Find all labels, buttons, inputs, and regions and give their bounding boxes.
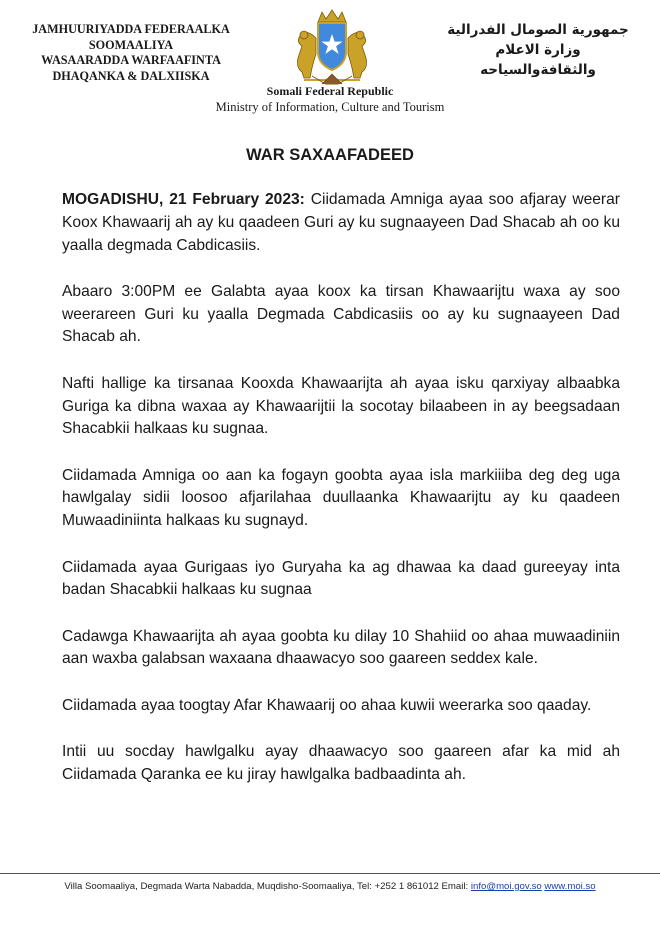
paragraph xyxy=(62,557,620,603)
letterhead-arabic-line: وزارة الاعلام xyxy=(495,42,581,58)
paragraph xyxy=(62,281,620,349)
ministry-name: Ministry of Information, Culture and Tourism xyxy=(215,100,445,114)
paragraph-text: Cadawga Khawaarijta ah ayaa goobta ku dilay 10 Shahiid oo ahaa muwaadiniin aan waxba galabsan waxaana dhaawacyo soo gaareen seddex kale. xyxy=(62,627,620,668)
email-link[interactable]: info@moi.gov.so xyxy=(470,881,542,892)
footer-address: Villa Soomaaliya, Degmada Warta Nabadda, Muqdisho-Soomaaliya, Tel: +252 1 861012 Email: xyxy=(64,881,471,892)
letterhead-arabic-line: والثقافةوالسياحه xyxy=(480,62,596,78)
letterhead-somali-line: DHAQANKA & DALXIISKA xyxy=(52,68,210,83)
paragraph-text: Abaaro 3:00PM ee Galabta ayaa koox ka tirsan Khawaarijtu waxa ay soo weerareen Guri ku yaalla Degmada Cabdicasiis oo ay ku sugnaayeen Dad Shacab ah. xyxy=(62,282,620,346)
paragraph-text: Ciidamada Amniga ayaa soo afjaray weerar Koox Khawaarij ah ay ku qaadeen Guri ay ku sugnaayeen Dad Shacab ah oo ku yaalla degmada Cabdicasiis. xyxy=(62,191,620,254)
paragraph xyxy=(62,373,620,441)
country-name: Somali Federal Republic xyxy=(266,84,394,98)
document-title: WAR SAXAAFADEED xyxy=(246,146,414,164)
paragraph-text: Ciidamada ayaa Gurigaas iyo Guryaha ka ag dhawaa ka daad gureeyay inta badan Shacabkii halkaas ku sugnaa xyxy=(62,558,620,599)
letterhead-somali xyxy=(22,22,240,84)
letterhead-somali-line: SOOMAALIYA xyxy=(88,37,174,52)
paragraph xyxy=(62,695,620,718)
paragraph-text: Ciidamada Amniga oo aan ka fogayn goobta ayaa isla markiiiba deg deg uga hawlgalay sidii loosoo afjarilahaa duullaanka Khawaarijtu ay ku qaadeen Muwaadiniinta halkaas ku sugnayd. xyxy=(62,466,620,530)
paragraph-text: Ciidamada ayaa toogtay Afar Khawaarij oo ahaa kuwii weerarka soo qaaday. xyxy=(62,696,592,714)
letterhead-somali-line: JAMHUURIYADDA FEDERAALKA xyxy=(32,22,230,36)
paragraph-text: Intii uu socday hawlgalku ayay dhaawacyo soo gaareen afar ka mid ah Ciidamada Qaranka ee ku jiray hawlgalka badbaadinta ah. xyxy=(62,743,620,783)
dateline: MOGADISHU, 21 February 2023: xyxy=(62,191,305,208)
letterhead-somali-line: WASAARADDA WARFAAFINTA xyxy=(41,53,221,67)
footer xyxy=(0,881,660,892)
paragraph xyxy=(62,189,620,257)
paragraph-text: Nafti hallige ka tirsanaa Kooxda Khawaarijta ah ayaa isku qarxiyay albaabka Guriga ka dibna waxaa ay Khawaarijtii la socotay bilaabeen in ay beegsadaan Shacabkii halkaas ku sugnaa. xyxy=(62,374,620,438)
somalia-coat-of-arms-icon xyxy=(282,8,382,86)
press-release-body xyxy=(62,189,620,810)
letterhead-arabic xyxy=(438,20,638,80)
footer-divider xyxy=(0,873,660,874)
paragraph xyxy=(62,626,620,672)
paragraph xyxy=(62,741,620,787)
paragraph xyxy=(62,465,620,533)
letterhead-arabic-line: جمهورية الصومال الفدرالية xyxy=(447,22,629,38)
website-link[interactable]: www.moi.so xyxy=(544,881,596,892)
